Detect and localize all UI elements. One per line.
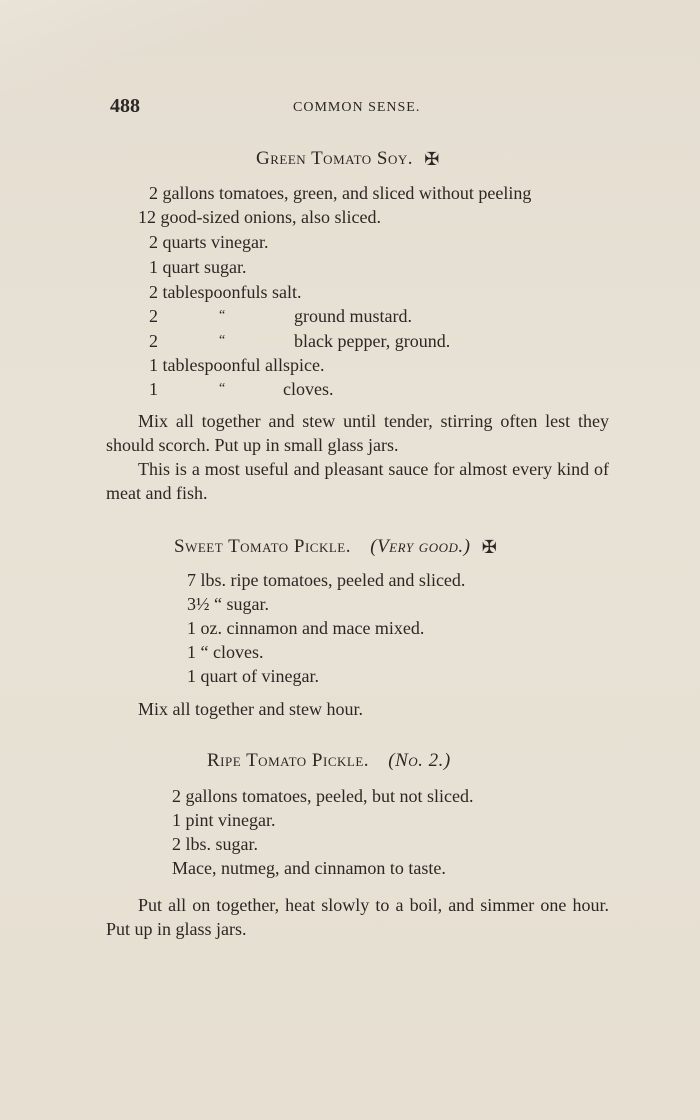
ingredient-line: 7 lbs. ripe tomatoes, peeled and sliced. — [187, 570, 466, 590]
recipe-directions — [106, 409, 609, 505]
page-fold-shadow — [0, 0, 260, 90]
ingredient-line: 2 lbs. sugar. — [172, 834, 259, 854]
direction-paragraph: Mix all together and stew hour. — [138, 699, 363, 719]
ingredient-line: 1 quart sugar. — [149, 257, 247, 277]
maltese-cross-icon: ✠ — [424, 149, 440, 169]
page-number: 488 — [110, 95, 140, 117]
direction-paragraph: This is a most useful and pleasant sauce for almost every kind of meat and fish. — [106, 459, 609, 503]
recipe-title-ripe-tomato-pickle — [207, 750, 451, 772]
recipe-title-green-tomato-soy — [256, 148, 440, 170]
ingredient-qty: 2 — [149, 306, 158, 326]
direction-paragraph: Mix all together and stew until tender, stirring often lest they should scorch. Put up in small glass jars. — [106, 411, 609, 455]
ditto-mark: “ — [219, 381, 226, 396]
direction-paragraph: Put all on together, heat slowly to a boil, and simmer one hour. Put up in glass jars. — [106, 895, 609, 939]
ditto-mark: “ — [219, 333, 226, 348]
ingredient-line: 2 gallons tomatoes, peeled, but not sliced. — [172, 786, 474, 806]
ingredient-text: black pepper, ground. — [294, 331, 451, 351]
ingredient-line — [149, 304, 412, 328]
ingredient-line: 2 quarts vinegar. — [149, 232, 269, 252]
ingredient-line: 1 quart of vinegar. — [187, 666, 319, 686]
recipe-note: (Very good.) — [370, 536, 471, 557]
ingredient-line: Mace, nutmeg, and cinnamon to taste. — [172, 858, 446, 878]
recipe-note: (No. 2.) — [388, 750, 451, 771]
ditto-mark: “ — [219, 308, 226, 323]
ingredient-line: 12 good-sized onions, also sliced. — [138, 207, 381, 227]
ingredient-line: 2 tablespoonfuls salt. — [149, 282, 302, 302]
recipe-title-sweet-tomato-pickle — [174, 536, 497, 558]
ingredient-line — [149, 377, 334, 401]
ingredient-qty: 2 — [149, 331, 158, 351]
ingredient-text: cloves. — [283, 379, 334, 399]
ingredient-line: 1 oz. cinnamon and mace mixed. — [187, 618, 425, 638]
ingredient-line: 2 gallons tomatoes, green, and sliced without peeling — [149, 183, 532, 203]
recipe-directions — [106, 893, 609, 941]
ingredient-line: 3½ “ sugar. — [187, 594, 269, 614]
ingredient-text: ground mustard. — [294, 306, 412, 326]
page-header — [110, 95, 610, 119]
ingredient-line: 1 tablespoonful allspice. — [149, 355, 325, 375]
ingredient-line: 1 “ cloves. — [187, 642, 264, 662]
recipe-title-text: Sweet Tomato Pickle. — [174, 536, 351, 557]
ingredient-line — [149, 329, 451, 353]
ingredient-qty: 1 — [149, 379, 158, 399]
maltese-cross-icon: ✠ — [481, 537, 498, 557]
recipe-title-text: Green Tomato Soy. — [256, 148, 414, 169]
recipe-title-text: Ripe Tomato Pickle. — [207, 750, 370, 771]
ingredient-line: 1 pint vinegar. — [172, 810, 276, 830]
running-head: COMMON SENSE. — [293, 100, 421, 115]
